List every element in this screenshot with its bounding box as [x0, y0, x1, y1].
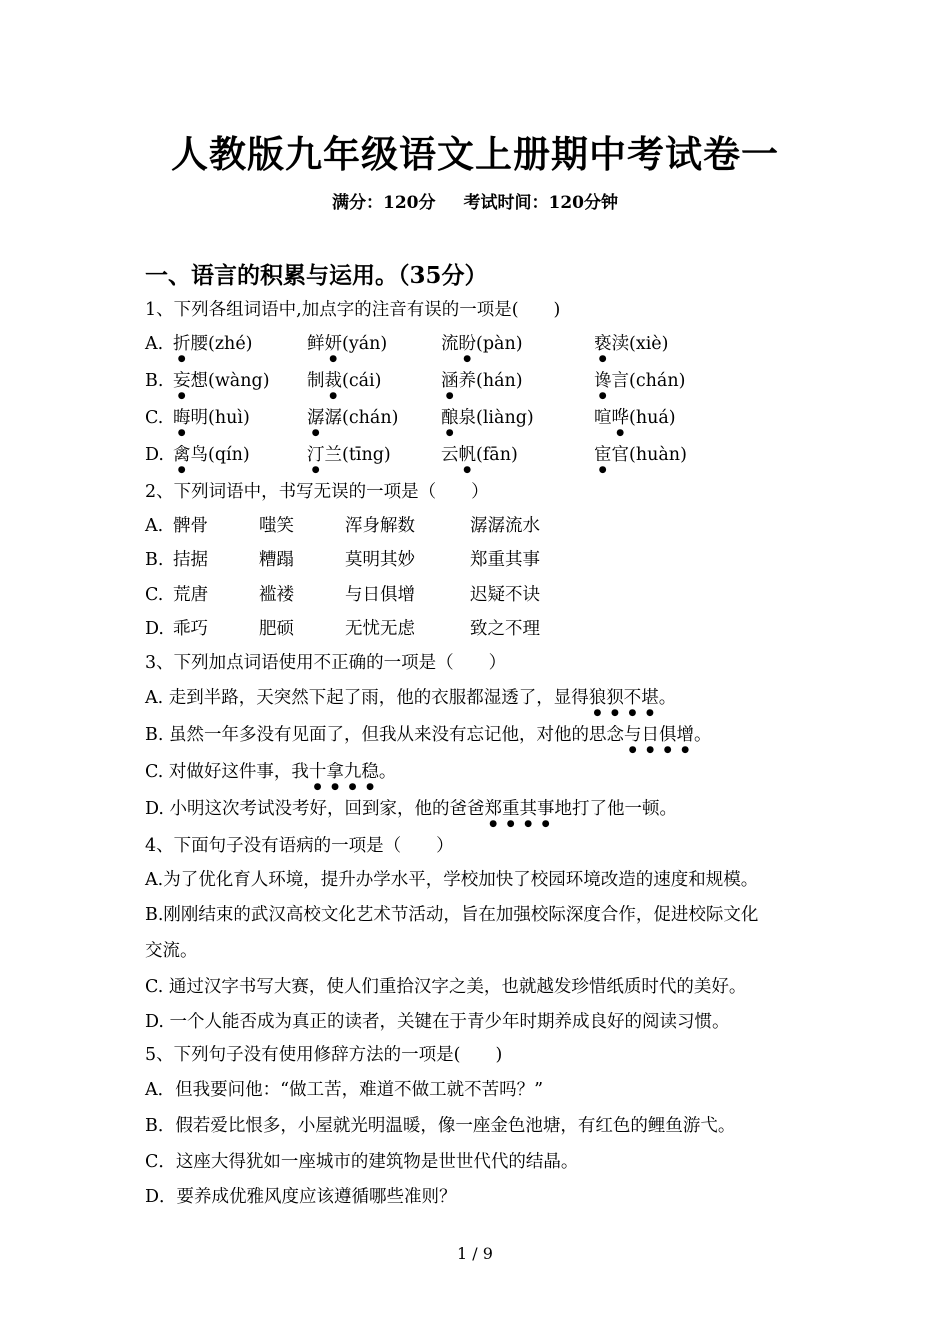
- word-item: 肥硕: [259, 619, 294, 639]
- option-text: A. 走到半路，天突然下起了雨，他的衣服都湿透了，显得: [145, 688, 589, 708]
- option-label: C.: [145, 408, 164, 428]
- option-label: D.: [145, 445, 164, 465]
- pinyin-item: [173, 369, 270, 401]
- dotted-char: 汀: [307, 445, 325, 465]
- word-item: 嗤笑: [259, 516, 294, 536]
- item-text: 兰(tīng): [324, 445, 391, 465]
- word-item: 迟疑不诀: [470, 585, 540, 605]
- pinyin-item: [173, 443, 250, 475]
- item-text: (yán): [342, 334, 388, 354]
- full-score: 满分：120分: [332, 193, 436, 213]
- word-item: 致之不理: [470, 619, 540, 639]
- item-text: 言(chán): [611, 371, 686, 391]
- dotted-phrase: 狼狈不堪: [588, 688, 659, 708]
- dotted-char: 妄: [173, 371, 191, 391]
- item-text: (cái): [342, 371, 382, 391]
- item-text: (fān): [476, 445, 518, 465]
- option-label: B.: [145, 550, 164, 570]
- question-4-option-c: C. 通过汉字书写大赛，使人们重拾汉字之美，也就越发珍惜纸质时代的美好。: [145, 977, 747, 997]
- dotted-char: 妍: [324, 334, 342, 354]
- item-text: 官(huàn): [611, 445, 687, 465]
- question-5-option-d: D．要养成优雅风度应该遵循哪些准则？: [145, 1187, 457, 1207]
- pinyin-item: [594, 369, 685, 401]
- dotted-char: 亵: [594, 334, 612, 354]
- word-item: 与日俱增: [345, 585, 415, 605]
- dotted-char: 涵: [441, 371, 459, 391]
- item-text: 制: [307, 371, 325, 391]
- dotted-phrase: 与日俱增: [623, 725, 694, 745]
- option-label: A.: [145, 516, 164, 536]
- dotted-phrase: 郑重其事: [484, 799, 555, 819]
- item-text: 养(hán): [458, 371, 523, 391]
- word-item: 浑身解数: [345, 516, 415, 536]
- word-item: 髀骨: [173, 516, 208, 536]
- question-1-stem: 1、下列各组词语中,加点字的注音有误的一项是( ): [145, 300, 561, 320]
- dotted-phrase: 十拿九稳: [308, 762, 379, 782]
- question-5-stem: 5、下列句子没有使用修辞方法的一项是( ): [145, 1045, 503, 1065]
- section-heading: 一、语言的积累与运用。（35分）: [145, 262, 488, 289]
- word-item: 郑重其事: [470, 550, 540, 570]
- question-3-option: [145, 760, 396, 792]
- option-text: 。: [658, 688, 677, 708]
- item-text: (pàn): [476, 334, 523, 354]
- question-5-option-c: C．这座大得犹如一座城市的建筑物是世世代代的结晶。: [145, 1152, 579, 1172]
- question-3-option: [145, 797, 677, 829]
- pinyin-item: [594, 443, 687, 475]
- item-text: 渎(xiè): [611, 334, 669, 354]
- word-item: 褴褛: [259, 585, 294, 605]
- question-5-option-b: B．假若爱比恨多，小屋就光明温暖，像一座金色池塘，有红色的鲤鱼游弋。: [145, 1116, 736, 1136]
- dotted-char: 潺: [307, 408, 325, 428]
- item-text: 鸟(qín): [190, 445, 250, 465]
- exam-info: [0, 188, 950, 213]
- item-text: 潺(chán): [324, 408, 399, 428]
- option-text: 。: [378, 762, 397, 782]
- option-label: A.: [145, 334, 164, 354]
- dotted-char: 哗: [611, 408, 629, 428]
- word-item: 拮据: [173, 550, 208, 570]
- question-4-option-a: A.为了优化育人环境，提升办学水平，学校加快了校园环境改造的速度和规模。: [145, 870, 759, 890]
- item-text: (huá): [629, 408, 676, 428]
- question-4-option-b: B.刚刚结束的武汉高校文化艺术节活动，旨在加强校际深度合作，促进校际文化: [145, 905, 759, 925]
- word-item: 莫明其妙: [345, 550, 415, 570]
- pinyin-item: [594, 406, 676, 438]
- question-4-option-d: D. 一个人能否成为真正的读者，关键在于青少年时期养成良好的阅读习惯。: [145, 1012, 730, 1032]
- page-number: 1 / 9: [457, 1244, 493, 1263]
- item-text: 喧: [594, 408, 612, 428]
- word-item: 无忧无虑: [345, 619, 415, 639]
- option-text: 。: [693, 725, 712, 745]
- word-item: 潺潺流水: [470, 516, 540, 536]
- pinyin-item: [594, 332, 668, 364]
- question-2-stem: 2、下列词语中，书写无误的一项是（ ）: [145, 482, 489, 502]
- pinyin-item: [307, 443, 391, 475]
- pinyin-item: [307, 406, 398, 438]
- pinyin-item: [441, 332, 523, 364]
- pinyin-item: [441, 443, 518, 475]
- pinyin-item: [441, 406, 534, 438]
- item-text: 泉(liàng): [458, 408, 534, 428]
- dotted-char: 帆: [458, 445, 476, 465]
- item-text: 想(wàng): [190, 371, 270, 391]
- option-text: C. 对做好这件事，我: [145, 762, 309, 782]
- dotted-char: 盼: [458, 334, 476, 354]
- word-item: 荒唐: [173, 585, 208, 605]
- pinyin-item: [173, 332, 253, 364]
- question-3-option: [145, 723, 711, 755]
- pinyin-item: [307, 332, 387, 364]
- dotted-char: 晦: [173, 408, 191, 428]
- pinyin-item: [173, 406, 250, 438]
- item-text: 鲜: [307, 334, 325, 354]
- dotted-char: 酿: [441, 408, 459, 428]
- dotted-char: 裁: [324, 371, 342, 391]
- item-text: 流: [441, 334, 459, 354]
- option-text: 地打了他一顿。: [554, 799, 678, 819]
- page-title: 人教版九年级语文上册期中考试卷一: [171, 132, 779, 176]
- item-text: 明(huì): [190, 408, 250, 428]
- question-4-stem: 4、下面句子没有语病的一项是（ ）: [145, 836, 454, 856]
- word-item: 乖巧: [173, 619, 208, 639]
- option-text: B. 虽然一年多没有见面了，但我从来没有忘记他，对他的思念: [145, 725, 624, 745]
- question-3-stem: 3、下列加点词语使用不正确的一项是（ ）: [145, 653, 507, 673]
- dotted-char: 宦: [594, 445, 612, 465]
- item-text: 腰(zhé): [190, 334, 253, 354]
- pinyin-item: [441, 369, 523, 401]
- pinyin-item: [307, 369, 382, 401]
- question-5-option-a: A．但我要问他：“做工苦，难道不做工就不苦吗？”: [145, 1080, 544, 1100]
- dotted-char: 禽: [173, 445, 191, 465]
- item-text: 云: [441, 445, 459, 465]
- option-label: D.: [145, 619, 164, 639]
- exam-time: 考试时间：120分钟: [463, 193, 618, 213]
- option-text: D. 小明这次考试没考好，回到家，他的爸爸: [145, 799, 485, 819]
- question-4-option-b-continued: 交流。: [145, 941, 198, 961]
- question-3-option: [145, 686, 676, 718]
- dotted-char: 谗: [594, 371, 612, 391]
- option-label: B.: [145, 371, 164, 391]
- word-item: 糟蹋: [259, 550, 294, 570]
- option-label: C.: [145, 585, 164, 605]
- dotted-char: 折: [173, 334, 191, 354]
